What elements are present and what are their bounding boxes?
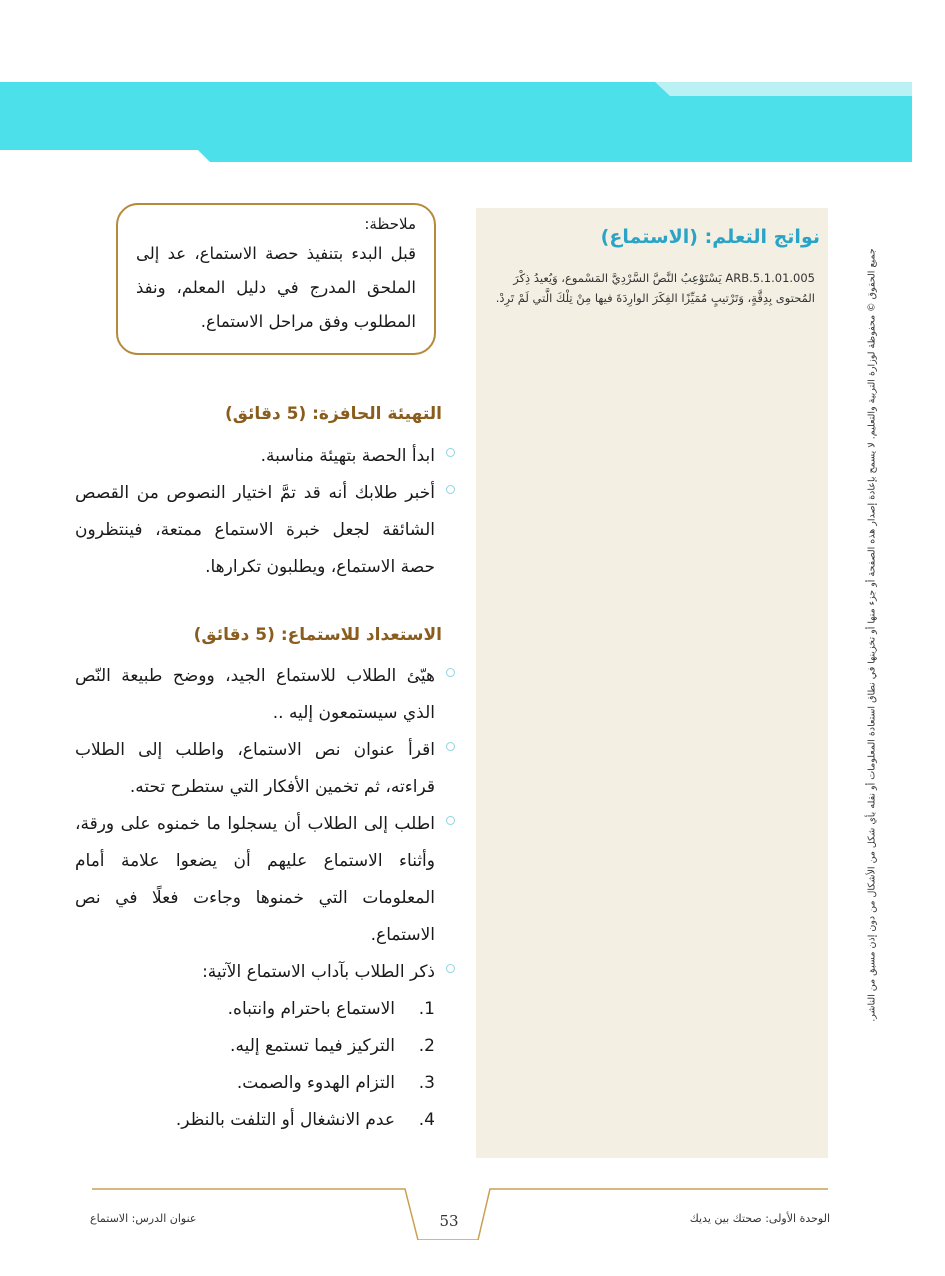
bullet-icon	[446, 668, 455, 677]
list-item	[75, 438, 455, 475]
section-heading-listening-prep: الاستعداد للاستماع: (5 دقائق)	[193, 625, 442, 645]
list-item	[75, 954, 455, 1139]
header-banner	[0, 82, 912, 162]
warmup-list	[75, 438, 455, 586]
bullet-icon	[446, 742, 455, 751]
page-number: 53	[439, 1212, 459, 1230]
etiquette-number: 3.	[418, 1073, 435, 1093]
learning-outcomes-text	[485, 268, 815, 308]
etiquette-text: التزام الهدوء والصمت.	[236, 1073, 395, 1093]
etiquette-number: 4.	[418, 1110, 435, 1130]
list-item	[75, 475, 455, 586]
bullet-icon	[446, 448, 455, 457]
list-item-text: هيّئ الطلاب للاستماع الجيد، ووضح طبيعة النّص الذي سيستمعون إليه ..	[75, 666, 435, 723]
etiquette-text: الاستماع باحترام وانتباه.	[227, 999, 395, 1019]
list-item	[75, 658, 455, 732]
footer-unit-title: الوحدة الأولى: صحتك بين يديك	[689, 1212, 830, 1225]
footer-rule	[0, 1180, 945, 1240]
etiquette-item	[75, 1065, 435, 1102]
note-box	[116, 203, 436, 355]
bullet-icon	[446, 816, 455, 825]
bullet-icon	[446, 485, 455, 494]
learning-outcomes-title: نواتج التعلم: (الاستماع)	[600, 226, 820, 248]
list-item-text: ذكر الطلاب بآداب الاستماع الآتية:	[202, 962, 435, 982]
etiquette-item	[75, 1102, 435, 1139]
footer-lesson-title: عنوان الدرس: الاستماع	[90, 1212, 197, 1225]
list-item-text: اطلب إلى الطلاب أن يسجلوا ما خمنوه على ورقة، وأثناء الاستماع عليهم أن يضعوا علامة أمام المعلومات التي خمنوها وجاءت فعلًا في نص الاستماع.	[75, 814, 435, 945]
note-body: قبل البدء بتنفيذ حصة الاستماع، عد إلى الملحق المدرج في دليل المعلم، ونفذ المطلوب وفق مراحل الاستماع.	[136, 244, 416, 331]
etiquette-number: 2.	[418, 1036, 435, 1056]
etiquette-number: 1.	[418, 999, 435, 1019]
etiquette-item	[75, 991, 435, 1028]
etiquette-text: عدم الانشغال أو التلفت بالنظر.	[175, 1110, 395, 1130]
list-item-text: ابدأ الحصة بتهيئة مناسبة.	[260, 446, 435, 466]
list-item	[75, 806, 455, 954]
copyright-sidebar	[862, 248, 882, 1022]
etiquette-text: التركيز فيما تستمع إليه.	[230, 1036, 395, 1056]
bullet-icon	[446, 964, 455, 973]
list-item-text: اقرأ عنوان نص الاستماع، واطلب إلى الطلاب قراءته، ثم تخمين الأفكار التي ستطرح تحته.	[75, 740, 435, 797]
list-item-text: أخبر طلابك أنه قد تمَّ اختيار النصوص من القصص الشائقة لجعل خبرة الاستماع ممتعة، فينتظرون حصة الاستماع، ويطلبون تكرارها.	[75, 483, 435, 577]
learning-outcomes-panel	[476, 208, 828, 1158]
listening-prep-list	[75, 658, 455, 1139]
outcome-description: يَسْتَوْعِبُ النَّصَّ السَّرْدِيَّ المَسْموع، وَيُعيدُ ذِكْرَ المُحتوى بِدِقَّةٍ، وَتَرْتيبٍ مُمَيِّزًا الفِكَرَ الوارِدَةَ فيها مِنْ تِلْكَ الَّتي لَمْ تَرِدْ.	[495, 271, 815, 305]
list-item	[75, 732, 455, 806]
etiquette-list	[75, 991, 435, 1139]
outcome-code: ARB.5.1.01.005	[725, 271, 815, 285]
etiquette-item	[75, 1028, 435, 1065]
section-heading-warmup: التهيئة الحافزة: (5 دقائق)	[224, 404, 442, 424]
copyright-text: جميع الحقوق © محفوظة لوزارة التربية والتعليم. لا يسمح بإعادة إصدار هذه الصفحة أو جزء منها أو تخزينها في نطاق استعادة المعلومات أو نقله بأي شكل من الأشكال من دون إذن مسبق من الناشر.	[866, 248, 878, 1022]
note-title: ملاحظة:	[364, 215, 416, 233]
